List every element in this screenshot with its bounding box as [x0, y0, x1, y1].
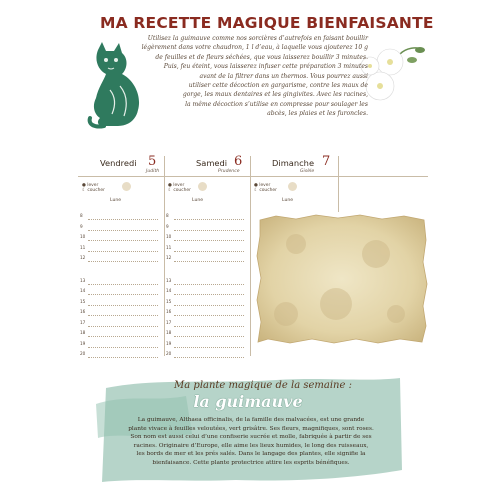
hour-writing-line[interactable]	[174, 230, 244, 231]
hour-label: 14	[166, 288, 172, 293]
intro-line: utiliser cette décoction en gargarisme, contre les maux de	[188, 82, 368, 90]
sunset-label: ☾ coucher	[168, 188, 191, 194]
column-divider	[164, 156, 165, 356]
hour-writing-line[interactable]	[174, 240, 244, 241]
intro-line: de feuilles et de fleurs séchées, que vous laisserez bouillir 3 minutes.	[155, 53, 368, 61]
moon-label: Lune	[110, 198, 122, 203]
saint-name: Judith	[146, 169, 160, 174]
intro-line: gorge, les maux dentaires et les gingivites. Avec les racines,	[182, 91, 368, 99]
hour-writing-line[interactable]	[88, 230, 158, 231]
hour-writing-line[interactable]	[88, 347, 158, 348]
column-divider	[338, 156, 339, 212]
hour-label: 11	[80, 244, 86, 250]
saint-name: Prudence	[218, 169, 240, 174]
hour-label: 17	[166, 319, 172, 325]
hour-label: 10	[80, 234, 86, 239]
sun-times-sunday	[254, 183, 277, 194]
hour-writing-line[interactable]	[88, 251, 158, 252]
intro-line: légèrement dans votre chaudron, 1 l d’eau, à laquelle vous ajouterez 10 g	[141, 44, 368, 52]
day-name: Samedi	[196, 158, 228, 168]
day-header-sunday	[272, 154, 331, 174]
day-name: Vendredi	[100, 158, 137, 168]
hour-writing-line[interactable]	[174, 284, 244, 285]
plant-description	[102, 416, 400, 468]
hour-writing-line[interactable]	[88, 294, 158, 295]
hour-writing-line[interactable]	[88, 240, 158, 241]
moon-phase-icon	[288, 182, 297, 191]
hour-label: 13	[166, 277, 172, 283]
column-divider	[250, 156, 251, 356]
hour-writing-line[interactable]	[174, 294, 244, 295]
sunrise-label: ● lever	[254, 183, 271, 188]
hour-writing-line[interactable]	[174, 305, 244, 306]
hour-writing-line[interactable]	[88, 284, 158, 285]
sun-times-saturday	[168, 183, 191, 194]
day-header-saturday	[196, 154, 243, 174]
hour-writing-line[interactable]	[88, 326, 158, 327]
parchment-image	[256, 214, 428, 344]
hour-label: 8	[80, 213, 83, 218]
intro-line: Utilisez la guimauve comme nos sorcières d’autrefois en faisant bouillir	[147, 35, 368, 42]
hour-writing-line[interactable]	[88, 315, 158, 316]
hour-writing-line[interactable]	[88, 357, 158, 358]
hour-label: 9	[80, 223, 83, 229]
header-divider	[78, 176, 428, 177]
moon-phase-icon	[198, 182, 207, 191]
hour-writing-line[interactable]	[88, 261, 158, 262]
hour-writing-line[interactable]	[174, 326, 244, 327]
sunrise-label: ● lever	[168, 183, 185, 188]
sun-times-friday	[82, 183, 105, 194]
hour-label: 16	[80, 309, 86, 314]
intro-line: Puis, feu éteint, vous laisserez infuser cette préparation 3 minutes	[163, 63, 368, 71]
saint-name: Gisèle	[300, 169, 315, 174]
plant-text-line: plante vivace à feuilles veloutées, vert grisâtre. Ses fleurs, magnifiques, sont roses.	[128, 425, 374, 432]
hour-label: 15	[80, 298, 86, 304]
page-title: MA RECETTE MAGIQUE BIENFAISANTE	[100, 14, 434, 32]
hour-writing-line[interactable]	[174, 347, 244, 348]
day-number: 6	[234, 154, 243, 169]
intro-line: avant de la filtrer dans un thermos. Vous pourrez aussi	[199, 72, 368, 80]
hour-label: 14	[80, 288, 86, 293]
sunset-label: ☾ coucher	[254, 188, 277, 194]
hour-label: 18	[80, 330, 86, 335]
intro-line: abcès, les plaies et les furoncles.	[267, 110, 368, 118]
hour-label: 20	[166, 351, 172, 356]
hour-writing-line[interactable]	[174, 219, 244, 220]
hour-writing-line[interactable]	[174, 315, 244, 316]
hour-label: 8	[166, 213, 169, 218]
hour-label: 19	[166, 340, 172, 346]
plant-name: la guimauve	[193, 392, 303, 411]
plant-text-line: La guimauve, Althaea officinalis, de la famille des malvacées, est une grande	[137, 417, 365, 423]
hour-writing-line[interactable]	[174, 357, 244, 358]
day-name: Dimanche	[272, 158, 315, 168]
plant-text-line: les bords de mer et les prés salés. Dans le langage des plantes, elle signifie la	[136, 451, 366, 458]
hour-label: 16	[166, 309, 172, 314]
day-header-friday	[100, 154, 160, 174]
plant-text-line: bienfaisance. Cette plante protectrice attire les esprits bénéfiques.	[152, 459, 350, 466]
hour-writing-line[interactable]	[174, 336, 244, 337]
hour-writing-line[interactable]	[88, 336, 158, 337]
hour-label: 10	[166, 234, 172, 239]
sunrise-label: ● lever	[82, 183, 99, 188]
hour-label: 17	[80, 319, 86, 325]
moon-label: Lune	[192, 198, 204, 203]
hour-writing-line[interactable]	[88, 219, 158, 220]
hour-label: 11	[166, 244, 172, 250]
hour-writing-line[interactable]	[88, 305, 158, 306]
hour-writing-line[interactable]	[174, 261, 244, 262]
hour-label: 19	[80, 340, 86, 346]
moon-phase-icon	[122, 182, 131, 191]
hour-label: 20	[80, 351, 86, 356]
hour-label: 15	[166, 298, 172, 304]
hour-label: 13	[80, 277, 86, 283]
hour-label: 9	[166, 223, 169, 229]
recipe-intro	[122, 34, 368, 119]
hour-label: 12	[80, 255, 86, 260]
hour-writing-line[interactable]	[174, 251, 244, 252]
sunset-label: ☾ coucher	[82, 188, 105, 194]
plant-text-line: Son nom est aussi celui d’une confiserie sucrée et molle, fabriquée à partir de ses	[130, 434, 372, 441]
day-number: 7	[322, 154, 331, 169]
moon-label: Lune	[282, 198, 294, 203]
day-number: 5	[148, 154, 157, 169]
plant-heading: Ma plante magique de la semaine :	[174, 380, 352, 391]
plant-text-line: racines. Originaire d’Europe, elle aime les lieux humides, le long des ruisseaux,	[133, 442, 369, 449]
hour-label: 12	[166, 255, 172, 260]
hour-label: 18	[166, 330, 172, 335]
intro-line: la même décoction s’utilise en compresse pour soulager les	[185, 100, 368, 108]
